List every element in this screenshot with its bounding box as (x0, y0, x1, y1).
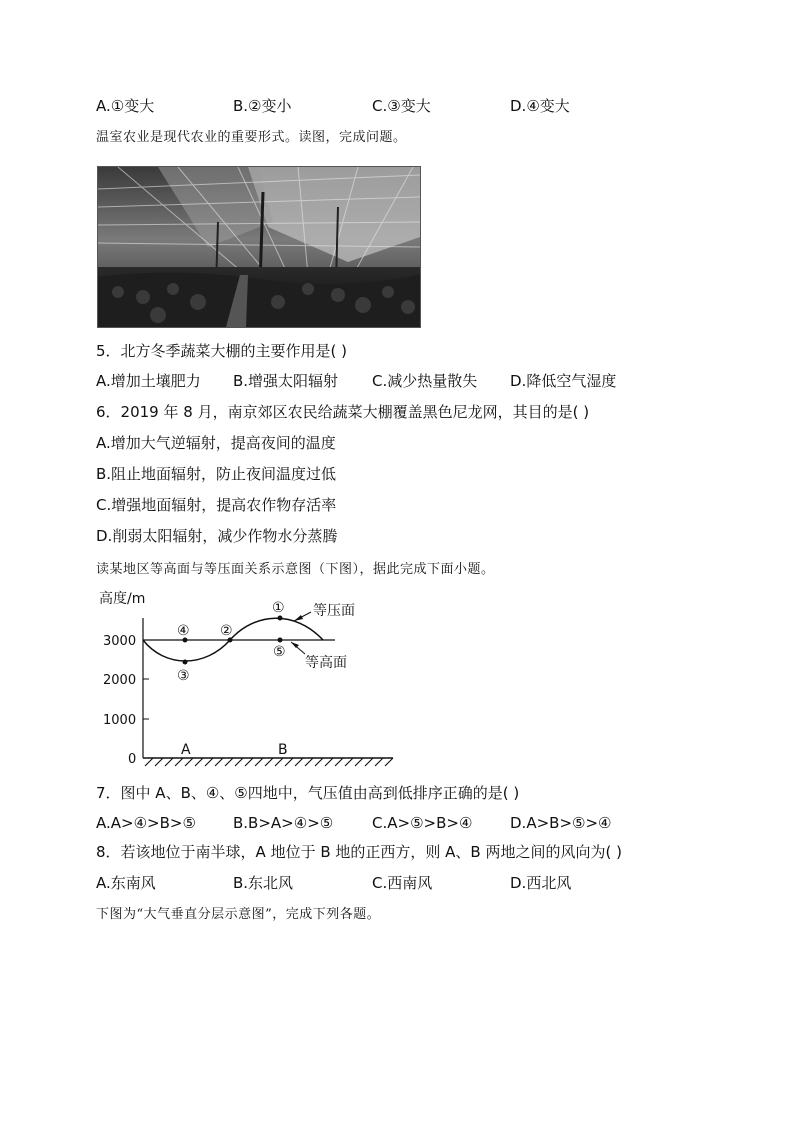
point-2-label: ② (220, 623, 233, 639)
y-tick-3000: 3000 (103, 634, 137, 649)
point-5-label: ⑤ (273, 644, 286, 660)
q8-option-a[interactable]: A.东南风 (96, 874, 156, 892)
q7-option-c[interactable]: C.A>⑤>B>④ (372, 814, 473, 832)
x-label-b: B (278, 742, 288, 758)
q8-option-c[interactable]: C.西南风 (372, 874, 433, 892)
q8-stem: 8．若该地位于南半球，A 地位于 B 地的正西方，则 A、B 两地之间的风向为( ) (96, 843, 622, 861)
q7-option-b[interactable]: B.B>A>④>⑤ (233, 814, 334, 832)
isobar-diagram (95, 588, 405, 773)
y-tick-1000: 1000 (103, 713, 137, 728)
q4-option-b[interactable]: B.②变小 (233, 97, 292, 115)
q6-option-d[interactable]: D.削弱太阳辐射，减少作物水分蒸腾 (96, 527, 338, 545)
q4-option-a[interactable]: A.①变大 (96, 97, 155, 115)
q5-option-a[interactable]: A.增加土壤肥力 (96, 372, 201, 390)
q5-option-b[interactable]: B.增强太阳辐射 (233, 372, 339, 390)
intro-isobar: 读某地区等高面与等压面关系示意图（下图），据此完成下面小题。 (96, 562, 495, 577)
point-3-label: ③ (177, 668, 190, 684)
greenhouse-photo (97, 166, 421, 328)
q7-stem: 7．图中 A、B、④、⑤四地中，气压值由高到低排序正确的是( ) (96, 784, 520, 802)
q8-option-b[interactable]: B.东北风 (233, 874, 294, 892)
q4-option-d[interactable]: D.④变大 (510, 97, 570, 115)
q7-option-a[interactable]: A.A>④>B>⑤ (96, 814, 196, 832)
isobar-label: 等压面 (313, 603, 355, 619)
point-1-label: ① (272, 600, 285, 616)
x-label-a: A (181, 742, 191, 758)
q4-option-c[interactable]: C.③变大 (372, 97, 431, 115)
q7-option-d[interactable]: D.A>B>⑤>④ (510, 814, 612, 832)
y-axis-label: 高度/m (99, 591, 146, 607)
q5-option-d[interactable]: D.降低空气湿度 (510, 372, 617, 390)
intro-greenhouse: 温室农业是现代农业的重要形式。读图，完成问题。 (96, 130, 407, 145)
q6-stem: 6．2019 年 8 月，南京郊区农民给蔬菜大棚覆盖黑色尼龙网，其目的是( ) (96, 403, 590, 421)
intro-atmosphere: 下图为“大气垂直分层示意图”，完成下列各题。 (96, 907, 381, 922)
y-tick-0: 0 (128, 752, 137, 767)
contour-label: 等高面 (305, 655, 347, 671)
q5-stem: 5．北方冬季蔬菜大棚的主要作用是( ) (96, 342, 348, 360)
q5-option-c[interactable]: C.减少热量散失 (372, 372, 478, 390)
y-tick-2000: 2000 (103, 673, 137, 688)
q6-option-a[interactable]: A.增加大气逆辐射，提高夜间的温度 (96, 434, 336, 452)
point-4-label: ④ (177, 623, 190, 639)
q6-option-c[interactable]: C.增强地面辐射，提高农作物存活率 (96, 496, 337, 514)
q8-option-d[interactable]: D.西北风 (510, 874, 572, 892)
q6-option-b[interactable]: B.阻止地面辐射，防止夜间温度过低 (96, 465, 337, 483)
